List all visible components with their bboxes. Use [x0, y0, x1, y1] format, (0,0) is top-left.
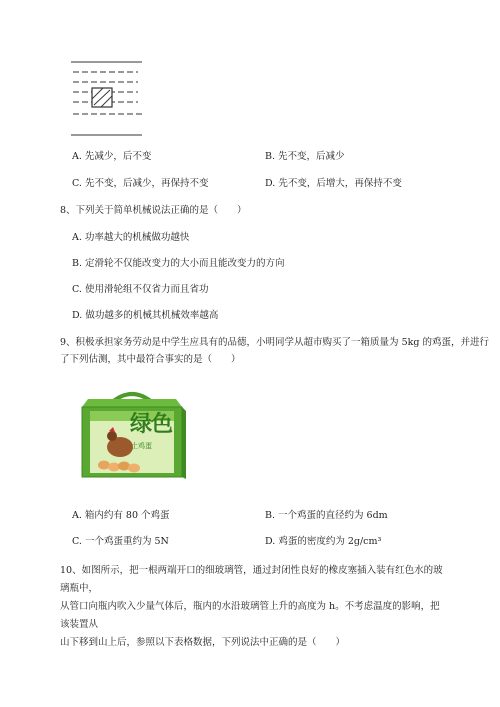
q10-stem-line2: 从管口向瓶内吹入少量气体后，瓶内的水沿玻璃管上升的高度为 h。不考虑温度的影响，把该装置从 — [60, 601, 440, 630]
q8-option-a: A. 功率越大的机械做功越快 — [72, 232, 190, 243]
water-block-figure — [70, 58, 146, 140]
q8-option-b: B. 定滑轮不仅能改变力的大小而且能改变力的方向 — [72, 258, 285, 269]
egg-box-title: 绿色 — [130, 411, 173, 437]
egg-box-subtitle: 土鸡蛋 — [131, 442, 152, 450]
q10-stem-line3: 山下移到山上后，参照以下表格数据，下列说法中正确的是（ ） — [60, 637, 346, 648]
q7-option-b: B. 先不变，后减少 — [265, 151, 345, 162]
q9-option-b: B. 一个鸡蛋的直径约为 6dm — [265, 510, 388, 521]
q7-option-c: C. 先不变，后减少，再保持不变 — [72, 178, 209, 189]
q9-stem-line2: 了下列估测，其中最符合事实的是（ ） — [60, 354, 241, 365]
q9-option-c: C. 一个鸡蛋重约为 5N — [72, 536, 169, 547]
q7-option-d: D. 先不变，后增大，再保持不变 — [265, 178, 402, 189]
q7-option-a: A. 先减少，后不变 — [72, 151, 152, 162]
q9-stem-line1: 9、积极承担家务劳动是中学生应具有的品德，小明同学从超市购买了一箱质量为 5kg 的鸡蛋，并进行 — [60, 337, 489, 348]
q10-stem-line1: 10、如图所示，把一根两端开口的细玻璃管，通过封闭性良好的橡皮塞插入装有红色水的玻璃瓶中， — [60, 565, 443, 594]
q9-option-d: D. 鸡蛋的密度约为 2g/cm³ — [265, 536, 382, 547]
q8-option-d: D. 做功越多的机械其机械效率越高 — [72, 310, 219, 321]
q8-option-c: C. 使用滑轮组不仅省力而且省功 — [72, 284, 209, 295]
q8-stem: 8、下列关于简单机械说法正确的是（ ） — [60, 205, 247, 216]
q9-option-a: A. 箱内约有 80 个鸡蛋 — [72, 510, 170, 521]
q10-stem — [60, 562, 445, 652]
